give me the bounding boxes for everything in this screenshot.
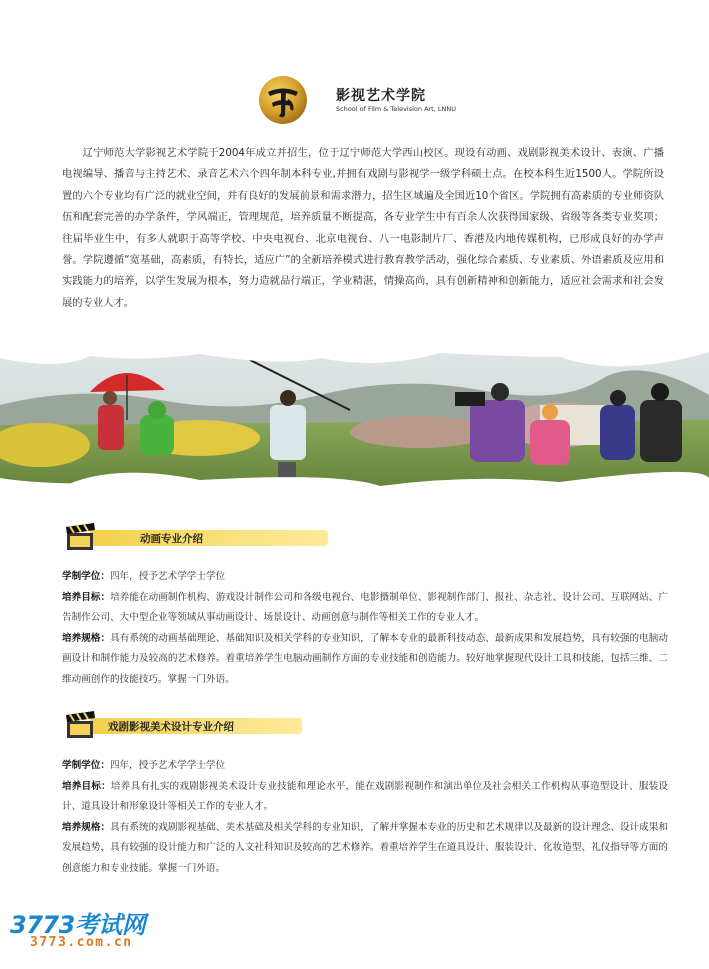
clapperboard-icon	[64, 523, 98, 553]
spec-value: 具有系统的戏剧影视基础、美术基础及相关学科的专业知识，了解并掌握本专业的历史和艺术规律以及最新的设计理念、设计成果和发展趋势，具有较强的设计能力和广泛的人文社科知识及较高的艺术修养。着重培养学生在道具设计、服装设计、化妆造型、礼仪指导等方面的创意能力和专业技能。掌握一门外语。	[62, 821, 669, 874]
degree-line	[62, 756, 668, 777]
spec-line	[62, 629, 668, 691]
degree-line	[62, 567, 668, 588]
section-body-stage-design	[62, 756, 668, 880]
degree-value: 四年，授予艺术学学士学位	[109, 760, 226, 771]
goal-value: 培养能在动画制作机构、游戏设计制作公司和各级电视台、电影摄制单位、影视制作部门、报社、杂志社、设计公司、互联网站、广告制作公司、大中型企业等领域从事动画设计、场景设计、动画创意与制作等相关工作的专业人才。	[62, 591, 669, 624]
degree-value: 四年，授予艺术学学士学位	[109, 571, 226, 582]
goal-line	[62, 588, 668, 629]
school-logo-icon	[258, 75, 308, 125]
watermark-url: 3773.com.cn	[30, 935, 133, 950]
school-title-en: School of Film & Television Art, LNNU	[336, 105, 456, 113]
section-title-animation: 动画专业介绍	[140, 533, 203, 545]
spec-label: 培养规格：	[62, 632, 111, 644]
degree-label: 学制学位：	[62, 760, 110, 771]
intro-paragraph	[62, 143, 664, 314]
school-title-cn: 影视艺术学院	[336, 88, 426, 104]
goal-value: 培养具有扎实的戏剧影视美术设计专业技能和理论水平，能在戏剧影视制作和演出单位及社会相关工作机构从事造型设计、服装设计、道具设计和形象设计等相关工作的专业人才。	[62, 780, 669, 813]
spec-value: 具有系统的动画基础理论、基础知识及相关学科的专业知识，了解本专业的最新科技动态、最新成果和发展趋势，具有较强的电脑动画设计和制作能力及较高的艺术修养。着重培养学生电脑动画制作方面的专业技能和创造能力。较好地掌握现代设计工具和技能，包括三维、二维动画创作的技能技巧。掌握一门外语。	[62, 632, 669, 685]
school-header	[258, 75, 488, 127]
spec-label: 培养规格：	[62, 821, 111, 833]
watermark-logo-text: 3773考试网	[10, 911, 146, 939]
intro-text: 辽宁师范大学影视艺术学院于2004年成立并招生，位于辽宁师范大学西山校区。现设有动画、戏剧影视美术设计、表演、广播电视编导、播音与主持艺术、录音艺术六个四年制本科专业,并拥有戏剧与影视学一级学科硕士点。在校本科生近1500人。学院所设置的六个专业均有广泛的就业空间，并有良好的发展前景和需求潜力，招生区域遍及全国近10个省区。学院拥有高素质的专业师资队伍和配套完善的办学条件，学风端正，管理规范，培养质量不断提高，各专业学生中有百余人次获得国家级、省级等各类专业奖项；往届毕业生中，有多人就职于高等学校、中央电视台、北京电视台、八一电影制片厂、香港及内地传媒机构，已形成良好的办学声誉。学院遵循“宽基础，高素质，有特长，适应广”的全新培养模式进行教育教学活动，强化综合素质、专业素质、外语素质及应用和实践能力的培养，以学生发展为根本，努力造就品行端正，学业精湛，情操高尚，具有创新精神和创新能力，适应社会需求和社会发展的专业人才。	[62, 147, 664, 309]
section-title-stage-design: 戏剧影视美术设计专业介绍	[108, 721, 234, 733]
goal-line	[62, 777, 668, 818]
section-body-animation	[62, 567, 668, 691]
clapperboard-icon	[64, 711, 98, 741]
goal-label: 培养目标：	[62, 591, 111, 603]
campus-photo-banner	[0, 350, 709, 495]
spec-line	[62, 818, 668, 880]
degree-label: 学制学位：	[62, 571, 110, 582]
goal-label: 培养目标：	[62, 780, 111, 792]
section-heading-bar	[90, 530, 328, 546]
